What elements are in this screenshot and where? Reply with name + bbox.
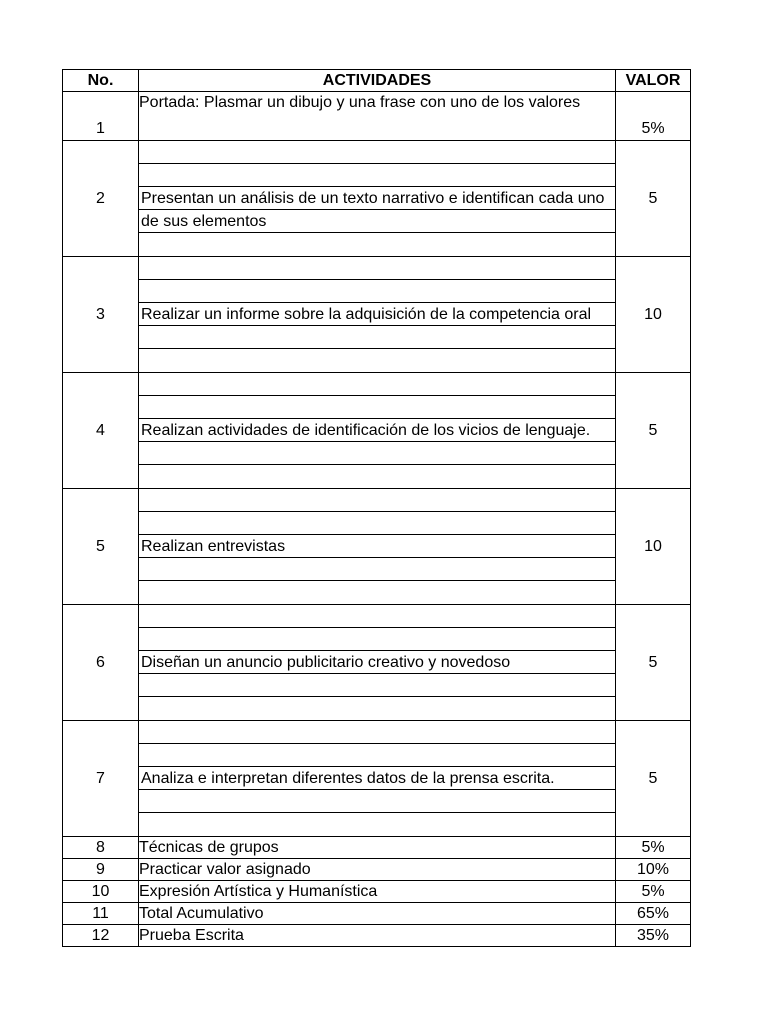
header-value: VALOR: [616, 70, 691, 92]
row-number: 6: [63, 605, 139, 721]
row-activity: Expresión Artística y Humanística: [139, 881, 616, 903]
row-activity: Realizar un informe sobre la adquisición de la competencia oral: [141, 306, 592, 323]
row-value: 5%: [616, 837, 691, 859]
row-activity-cell: [139, 257, 616, 373]
row-activity: Realizan actividades de identificación de los vicios de lenguaje.: [141, 422, 591, 439]
row-value: 65%: [616, 903, 691, 925]
row-activity: Prueba Escrita: [139, 925, 616, 947]
row-activity: Portada: Plasmar un dibujo y una frase con uno de los valores: [139, 92, 616, 141]
row-value: 5%: [616, 92, 691, 141]
ruled-line: [139, 627, 615, 628]
ruled-line: [139, 348, 615, 349]
row-activity: Técnicas de grupos: [139, 837, 616, 859]
row-number: 12: [63, 925, 139, 947]
row-value: 10: [616, 257, 691, 373]
row-value: 5: [616, 721, 691, 837]
row-activity-cell: [139, 141, 616, 257]
row-number: 8: [63, 837, 139, 859]
row-number: 7: [63, 721, 139, 837]
ruled-line: [139, 279, 615, 280]
row-number: 5: [63, 489, 139, 605]
table-row: [63, 925, 691, 947]
table-row: [63, 92, 691, 141]
row-number: 4: [63, 373, 139, 489]
table-row: [63, 489, 691, 605]
row-value: 5: [616, 373, 691, 489]
row-activity: Presentan un análisis de un texto narrativo e identifican cada uno de sus elementos: [141, 190, 605, 230]
ruled-line: [139, 511, 615, 512]
table-row: [63, 859, 691, 881]
row-number: 9: [63, 859, 139, 881]
table-row: [63, 881, 691, 903]
row-activity: Practicar valor asignado: [139, 859, 616, 881]
row-number: 10: [63, 881, 139, 903]
table-row: [63, 721, 691, 837]
row-number: 3: [63, 257, 139, 373]
row-activity-cell: [139, 489, 616, 605]
row-value: 10: [616, 489, 691, 605]
table-row: [63, 257, 691, 373]
row-activity: Diseñan un anuncio publicitario creativo y novedoso: [141, 654, 511, 671]
row-activity-cell: [139, 373, 616, 489]
header-activities: ACTIVIDADES: [139, 70, 616, 92]
row-value: 5: [616, 605, 691, 721]
row-value: 5: [616, 141, 691, 257]
row-value: 35%: [616, 925, 691, 947]
row-activity-cell: [139, 605, 616, 721]
ruled-line: [139, 696, 615, 697]
table-row: [63, 605, 691, 721]
row-activity: Total Acumulativo: [139, 903, 616, 925]
table-row: [63, 141, 691, 257]
row-value: 5%: [616, 881, 691, 903]
row-activity: Realizan entrevistas: [141, 538, 286, 555]
row-activity-cell: [139, 721, 616, 837]
row-number: 11: [63, 903, 139, 925]
header-row: [63, 70, 691, 92]
ruled-line: [139, 464, 615, 465]
row-number: 2: [63, 141, 139, 257]
row-activity: Analiza e interpretan diferentes datos de la prensa escrita.: [141, 770, 555, 787]
table-row: [63, 837, 691, 859]
ruled-line: [139, 580, 615, 581]
table-row: [63, 373, 691, 489]
table-row: [63, 903, 691, 925]
ruled-line: [139, 395, 615, 396]
ruled-line: [139, 743, 615, 744]
header-no: No.: [63, 70, 139, 92]
ruled-line: [139, 812, 615, 813]
row-value: 10%: [616, 859, 691, 881]
row-number: 1: [63, 92, 139, 141]
activities-table: [62, 69, 691, 947]
ruled-line: [139, 163, 615, 164]
